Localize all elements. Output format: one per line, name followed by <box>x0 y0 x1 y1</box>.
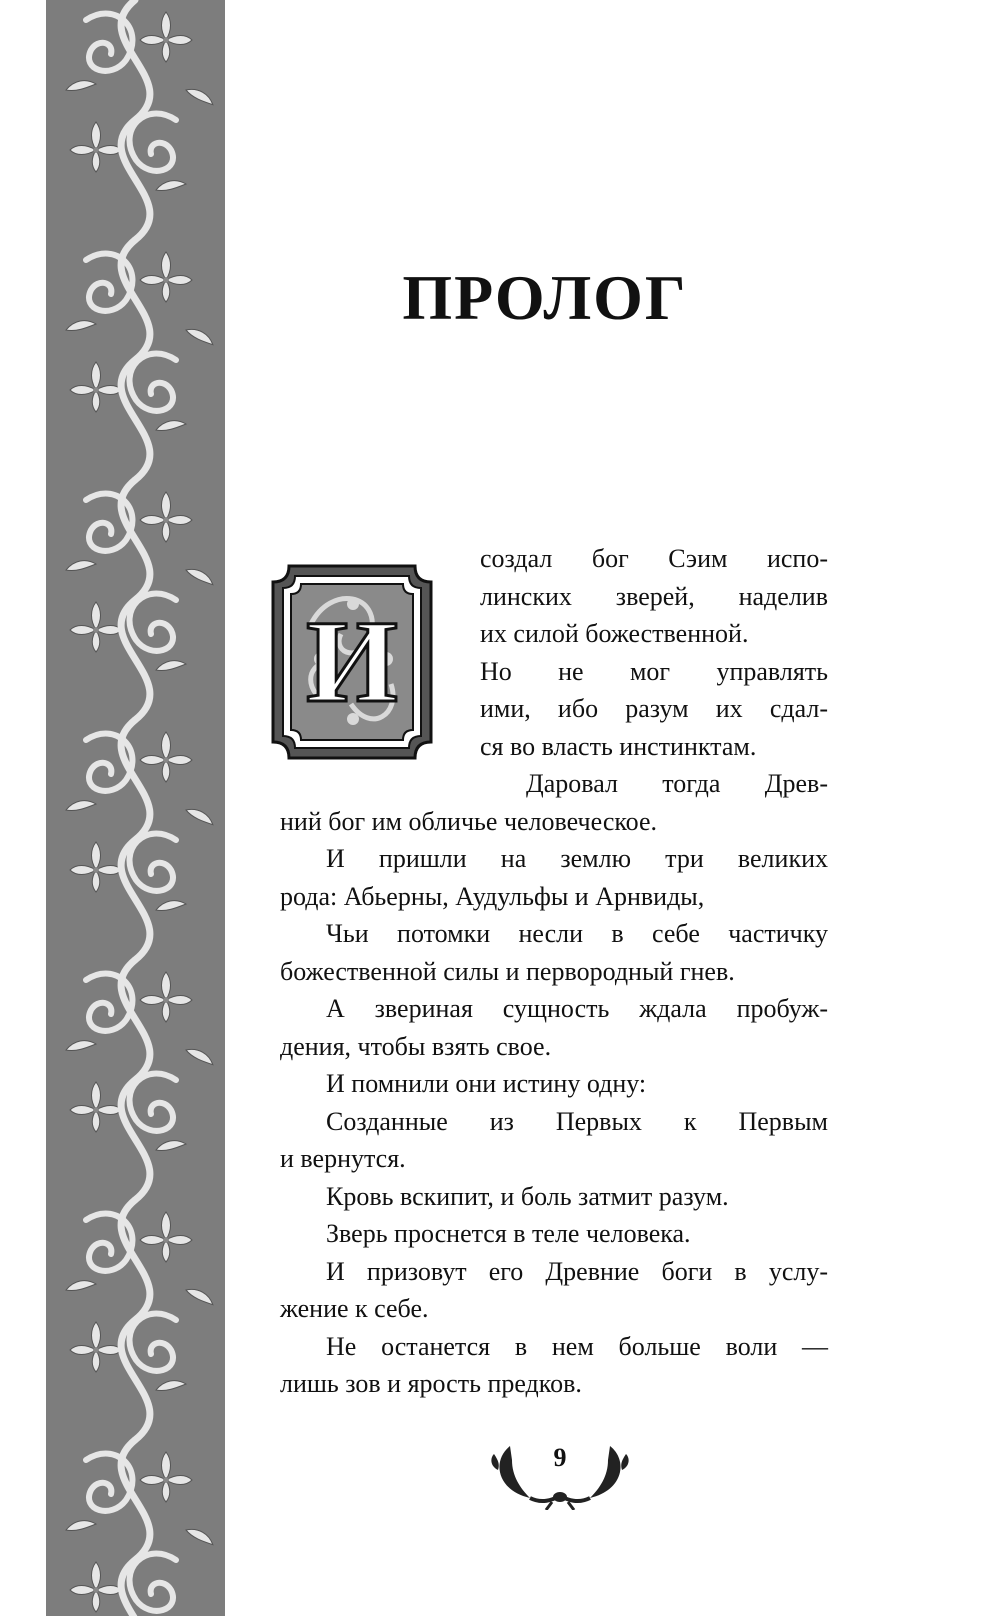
text-line: Зверь проснется в теле человека. <box>326 1219 691 1248</box>
prologue-text <box>280 540 828 1403</box>
drop-cap-letter: И <box>306 596 398 727</box>
text-line: ими, ибо разум их сдал- <box>480 694 828 723</box>
text-line: И призовут его Древние боги в услу- <box>326 1256 828 1286</box>
text-line: Кровь вскипит, и боль затмит разум. <box>326 1181 729 1211</box>
floral-vine-icon <box>46 0 225 1616</box>
text-line: Созданные из Первых к Первым <box>326 1106 828 1136</box>
text-line: жение к себе. <box>280 1294 429 1323</box>
text-line: А звериная сущность ждала пробуж- <box>326 994 828 1023</box>
text-line: божественной силы и первородный гнев. <box>280 956 735 986</box>
text-line: создал бог Сэим испо- <box>480 544 828 573</box>
text-line: Даровал тогда Древ- <box>526 769 828 798</box>
text-line: ся во власть инстинктам. <box>480 731 757 761</box>
text-line: рода: Абьерны, Аудульфы и Арнвиды, <box>280 881 705 911</box>
text-line: линских зверей, наделив <box>480 581 828 611</box>
text-line: ний бог им обличье человеческое. <box>280 806 658 836</box>
text-line: И помнили они истину одну: <box>326 1069 647 1098</box>
chapter-title: ПРОЛОГ <box>402 262 688 333</box>
text-line: и вернутся. <box>280 1144 406 1173</box>
text-line: дения, чтобы взять свое. <box>280 1031 552 1061</box>
text-line: И пришли на землю три великих <box>326 844 828 873</box>
text-line: их силой божественной. <box>480 619 749 648</box>
text-line: Не останется в нем больше воли — <box>326 1331 828 1361</box>
page-number: 9 <box>553 1443 567 1472</box>
page-number-ornament <box>490 1440 630 1510</box>
text-line: Но не мог управлять <box>480 656 828 686</box>
text-line: Чьи потомки несли в себе частичку <box>326 919 828 948</box>
floral-border-ornament <box>46 0 225 1616</box>
text-line: лишь зов и ярость предков. <box>280 1369 582 1398</box>
